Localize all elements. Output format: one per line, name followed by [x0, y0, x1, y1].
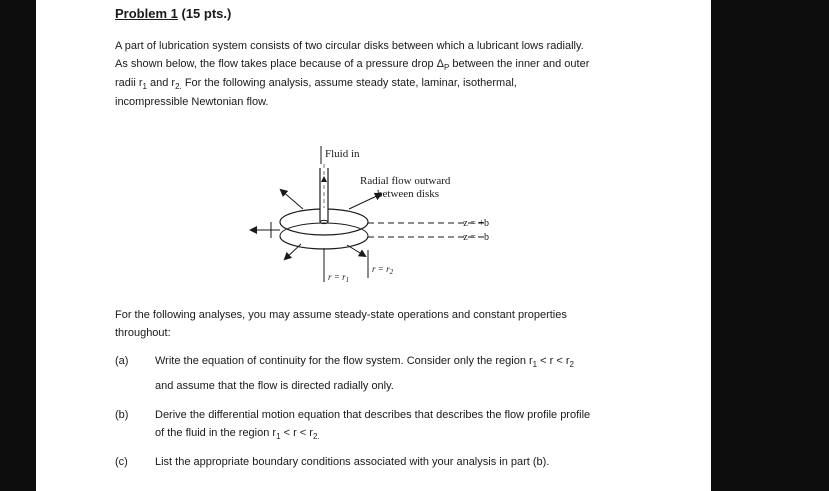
question-a-line-1: Write the equation of continuity for the flow system. Consider only the region $r_1 < r < r_2$	[155, 355, 574, 369]
flow-arrow-upper-left	[281, 190, 303, 209]
radial-flow-label-1: Radial flow outward	[360, 175, 451, 187]
flow-arrow-lower-right	[347, 245, 365, 256]
question-a-label: (a)	[115, 355, 129, 367]
question-a-line-2: and assume that the flow is directed radially only.	[155, 380, 394, 392]
intro-line-1: A part of lubrication system consists of two circular disks between which a lubricant lows radially.	[115, 40, 584, 52]
assumptions-line-2: throughout:	[115, 327, 171, 339]
question-c-line-1: List the appropriate boundary conditions associated with your analysis in part (b).	[155, 456, 550, 468]
r1-label: $r = r_1$	[328, 272, 350, 284]
radial-flow-label-2: between disks	[377, 188, 440, 200]
intro-paragraph	[115, 37, 633, 111]
intro-line-4: incompressible Newtonian flow.	[115, 96, 269, 108]
z-minus-label: z = −b	[463, 232, 489, 243]
question-b-label: (b)	[115, 409, 129, 421]
question-a	[155, 352, 635, 395]
question-b-line-2: of the fluid in the region $r_1 < r < r_{2.}$	[155, 427, 320, 441]
problem-points: (15 pts.)	[181, 6, 232, 21]
problem-number: Problem 1	[115, 6, 178, 21]
question-b-line-1: Derive the differential motion equation that describes that describes the flow profile profile	[155, 409, 591, 421]
assumptions-paragraph	[115, 306, 633, 342]
assumptions-line-1: For the following analyses, you may assume steady-state operations and constant properties	[115, 309, 567, 321]
problem-title	[115, 6, 231, 21]
document-page	[36, 0, 711, 491]
fluid-in-label: Fluid in	[325, 148, 360, 160]
top-disk	[280, 208, 368, 235]
r2-label: $r = r_2$	[372, 264, 394, 276]
question-b	[155, 406, 635, 443]
intro-line-2: As shown below, the flow takes place because of a pressure drop $\Delta_P$ between the inner and outer	[115, 58, 590, 72]
question-c-label: (c)	[115, 456, 128, 468]
question-c	[155, 453, 635, 471]
flow-arrow-lower-left	[285, 244, 301, 259]
lubrication-disks-diagram	[241, 138, 501, 286]
intro-line-3: radii $r_1$ and $r_{2.}$ For the following analysis, assume steady state, laminar, isothermal,	[115, 77, 517, 91]
z-plus-label: z = +b	[463, 218, 489, 229]
